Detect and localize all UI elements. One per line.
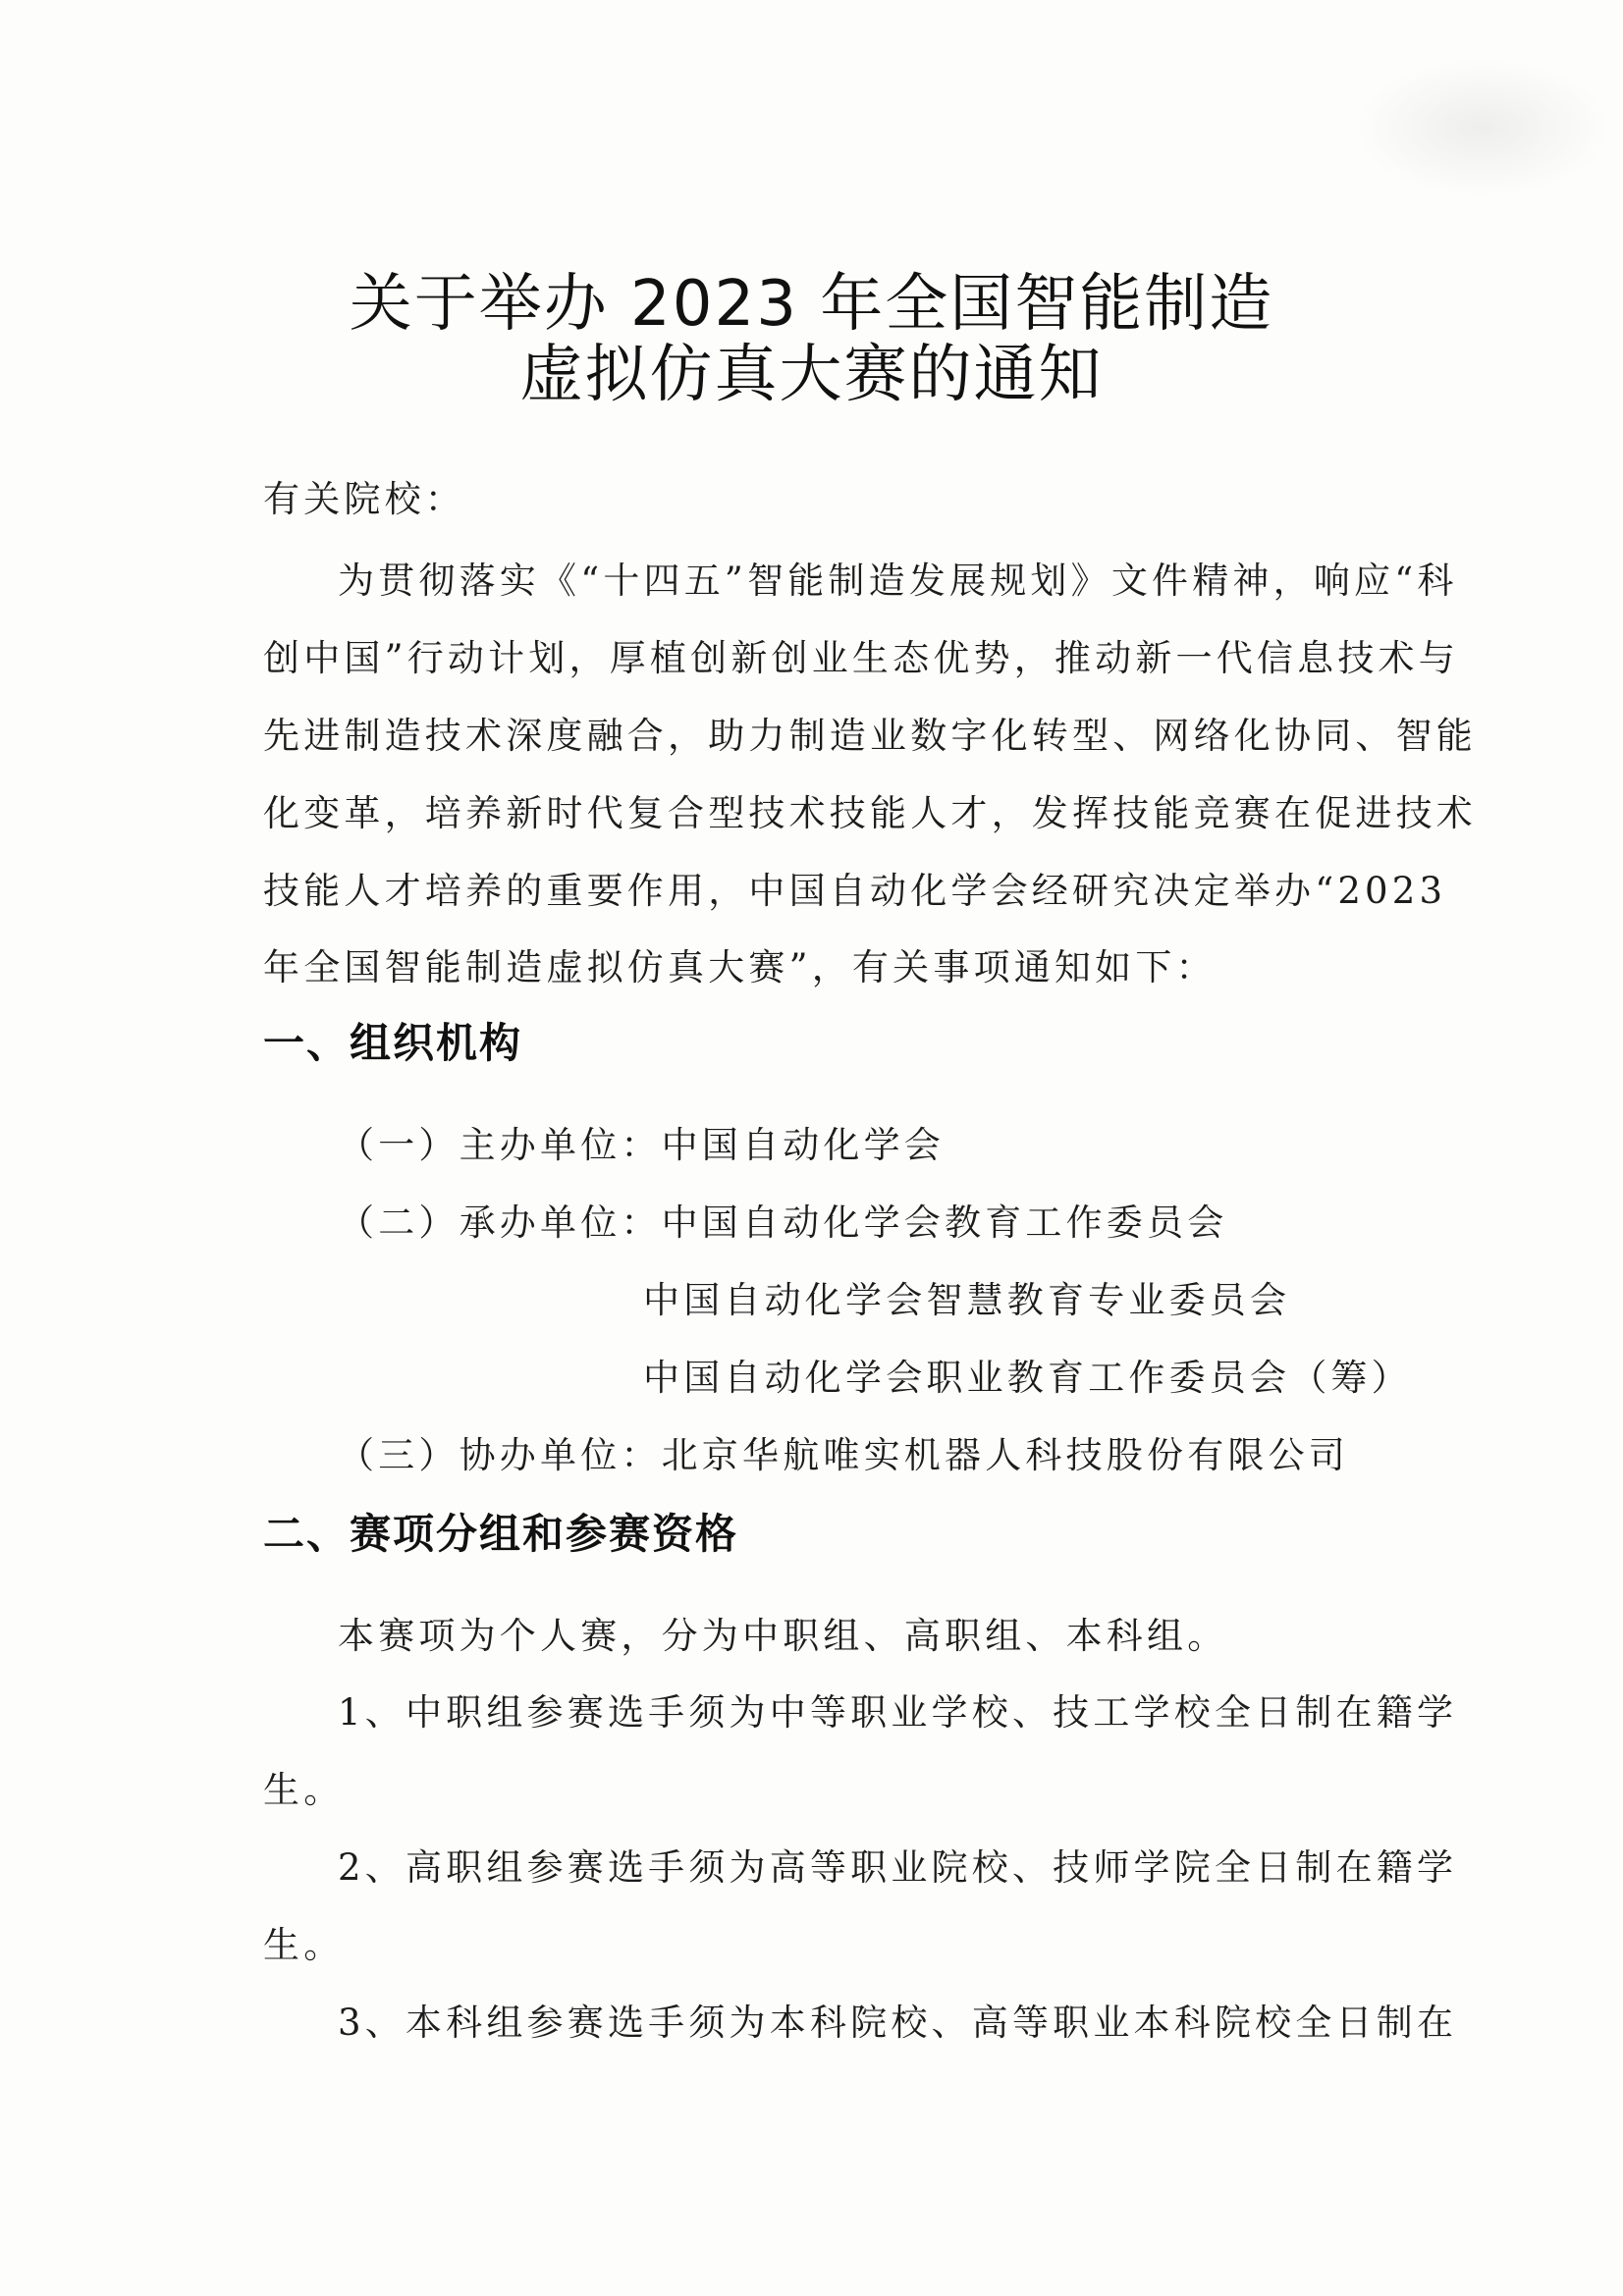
intro-line: 年全国智能制造虚拟仿真大赛”，有关事项通知如下：	[263, 946, 1217, 988]
org-item-organizer-3: 中国自动化学会职业教育工作委员会（筹）	[643, 1357, 1412, 1399]
section-heading-groups: 二、赛项分组和参赛资格	[263, 1510, 739, 1558]
intro-line: 为贯彻落实《“十四五”智能制造发展规划》文件精神，响应“科	[338, 560, 1458, 602]
salutation: 有关院校：	[263, 478, 465, 520]
intro-line: 化变革，培养新时代复合型技术技能人才，发挥技能竞赛在促进技术	[263, 792, 1477, 834]
org-item-organizer: （二）承办单位：中国自动化学会教育工作委员会	[338, 1201, 1228, 1244]
groups-line: 本赛项为个人赛，分为中职组、高职组、本科组。	[338, 1615, 1228, 1657]
org-item-host: （一）主办单位：中国自动化学会	[338, 1124, 945, 1166]
groups-line: 1、中职组参赛选手须为中等职业学校、技工学校全日制在籍学	[338, 1691, 1458, 1734]
document-title-line2: 虚拟仿真大赛的通知	[519, 339, 1104, 411]
groups-line: 生。	[263, 1769, 345, 1811]
scan-smudge	[1355, 59, 1610, 196]
org-item-coorganizer: （三）协办单位：北京华航唯实机器人科技股份有限公司	[338, 1434, 1349, 1476]
intro-line: 创中国”行动计划，厚植创新创业生态优势，推动新一代信息技术与	[263, 637, 1459, 679]
groups-line: 3、本科组参赛选手须为本科院校、高等职业本科院校全日制在	[338, 2002, 1458, 2044]
org-item-organizer-2: 中国自动化学会智慧教育专业委员会	[643, 1279, 1291, 1321]
document-title-line1: 关于举办 2023 年全国智能制造	[349, 268, 1274, 341]
groups-line: 生。	[263, 1924, 345, 1966]
section-heading-organization: 一、组织机构	[263, 1019, 523, 1067]
intro-line: 先进制造技术深度融合，助力制造业数字化转型、网络化协同、智能	[263, 715, 1477, 757]
intro-line: 技能人才培养的重要作用，中国自动化学会经研究决定举办“2023	[263, 870, 1447, 912]
groups-line: 2、高职组参赛选手须为高等职业院校、技师学院全日制在籍学	[338, 1846, 1458, 1889]
